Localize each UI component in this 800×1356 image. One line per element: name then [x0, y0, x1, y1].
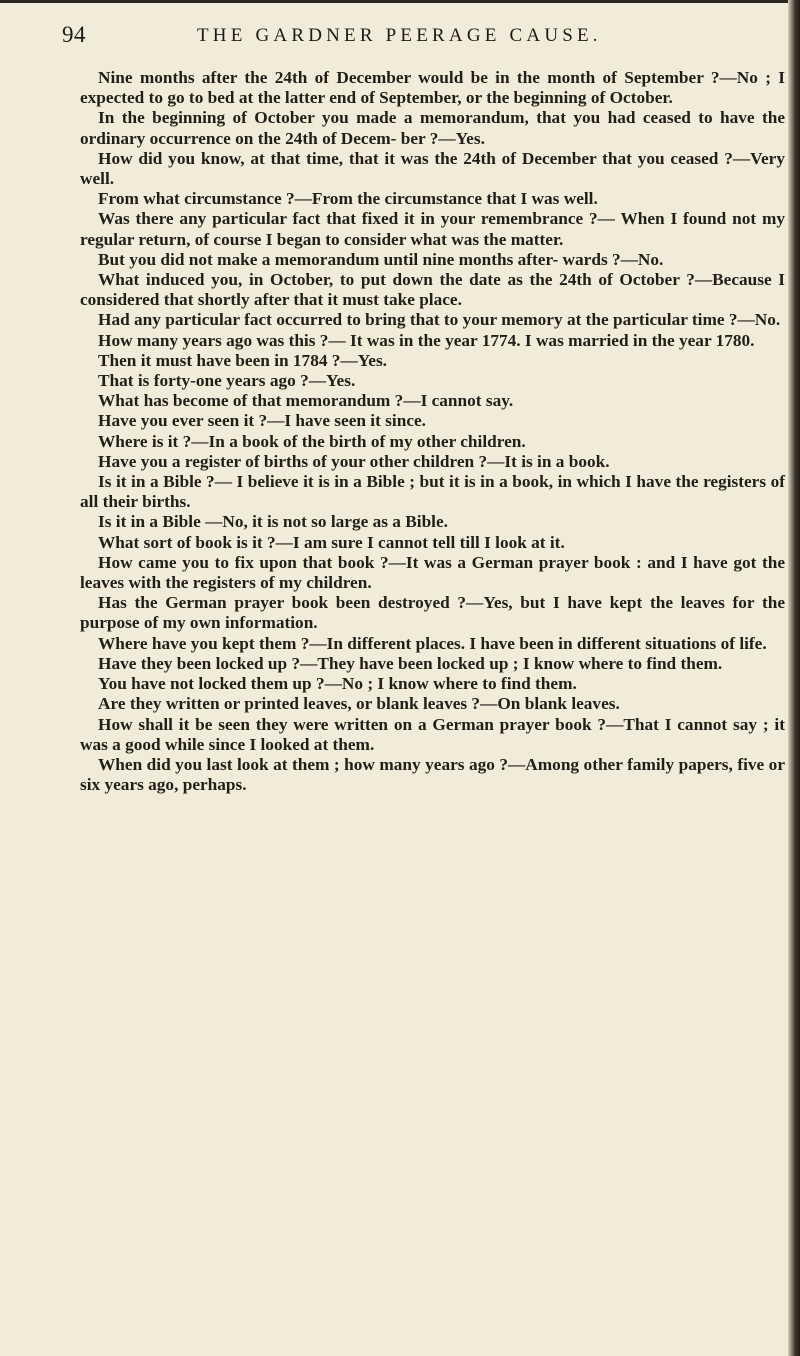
paragraph: Nine months after the 24th of December would be in the month of September ?—No ; I expected to go to bed at the latter end of September, or the beginning of October.	[80, 68, 785, 108]
page-edge-shadow	[788, 0, 800, 1356]
paragraph: How shall it be seen they were written on a German prayer book ?—That I cannot say ; it was a good while since I looked at them.	[80, 714, 785, 754]
top-rule	[0, 0, 800, 3]
paragraph: Was there any particular fact that fixed it in your remembrance ?— When I found not my regular return, of course I began to consider what was the matter.	[80, 209, 785, 249]
paragraph: What has become of that memorandum ?—I cannot say.	[98, 391, 514, 411]
paragraph: That is forty-one years ago ?—Yes.	[98, 371, 356, 391]
paragraph: Then it must have been in 1784 ?—Yes.	[98, 350, 388, 370]
paragraph: What sort of book is it ?—I am sure I cannot tell till I look at it.	[98, 532, 565, 552]
paragraph: How many years ago was this ?— It was in the year 1774. I was married in the year 1780.	[98, 330, 755, 350]
paragraph: Is it in a Bible —No, it is not so large as a Bible.	[98, 512, 448, 532]
paragraph: You have not locked them up ?—No ; I know where to find them.	[98, 674, 577, 694]
paragraph: When did you last look at them ; how many years ago ?—Among other family papers, five or six years ago, perhaps.	[80, 754, 785, 795]
page-header	[62, 22, 760, 52]
paragraph: From what circumstance ?—From the circumstance that I was well.	[98, 189, 598, 209]
body-text	[80, 68, 785, 795]
paragraph: How did you know, at that time, that it was the 24th of December that you ceased ?—Very well.	[80, 148, 785, 189]
paragraph: Have you ever seen it ?—I have seen it since.	[98, 411, 426, 431]
paragraph: Is it in a Bible ?— I believe it is in a Bible ; but it is in a book, in which I have the registers of all their births.	[80, 472, 785, 512]
running-head: THE GARDNER PEERAGE CAUSE.	[197, 25, 602, 46]
page-number: 94	[62, 22, 86, 47]
paragraph: Are they written or printed leaves, or blank leaves ?—On blank leaves.	[98, 694, 620, 714]
paragraph: What induced you, in October, to put down the date as the 24th of October ?—Because I considered that shortly after that it must take place.	[80, 270, 785, 310]
paragraph: But you did not make a memorandum until nine months after- wards ?—No.	[98, 249, 664, 269]
paragraph: How came you to fix upon that book ?—It was a German prayer book : and I have got the leaves with the registers of my children.	[80, 552, 785, 593]
paragraph: Have they been locked up ?—They have been locked up ; I know where to find them.	[98, 653, 723, 673]
paragraph: Has the German prayer book been destroyed ?—Yes, but I have kept the leaves for the purpose of my own information.	[80, 593, 785, 633]
paragraph: In the beginning of October you made a memorandum, that you had ceased to have the ordinary occurrence on the 24th of Decem- ber ?—Yes.	[80, 108, 785, 148]
paragraph: Where have you kept them ?—In different places. I have been in different situations of life.	[98, 633, 767, 653]
paragraph: Where is it ?—In a book of the birth of my other children.	[98, 431, 526, 451]
paragraph: Have you a register of births of your other children ?—It is in a book.	[98, 451, 610, 471]
paragraph: Had any particular fact occurred to bring that to your memory at the particular time ?—No.	[98, 310, 781, 330]
